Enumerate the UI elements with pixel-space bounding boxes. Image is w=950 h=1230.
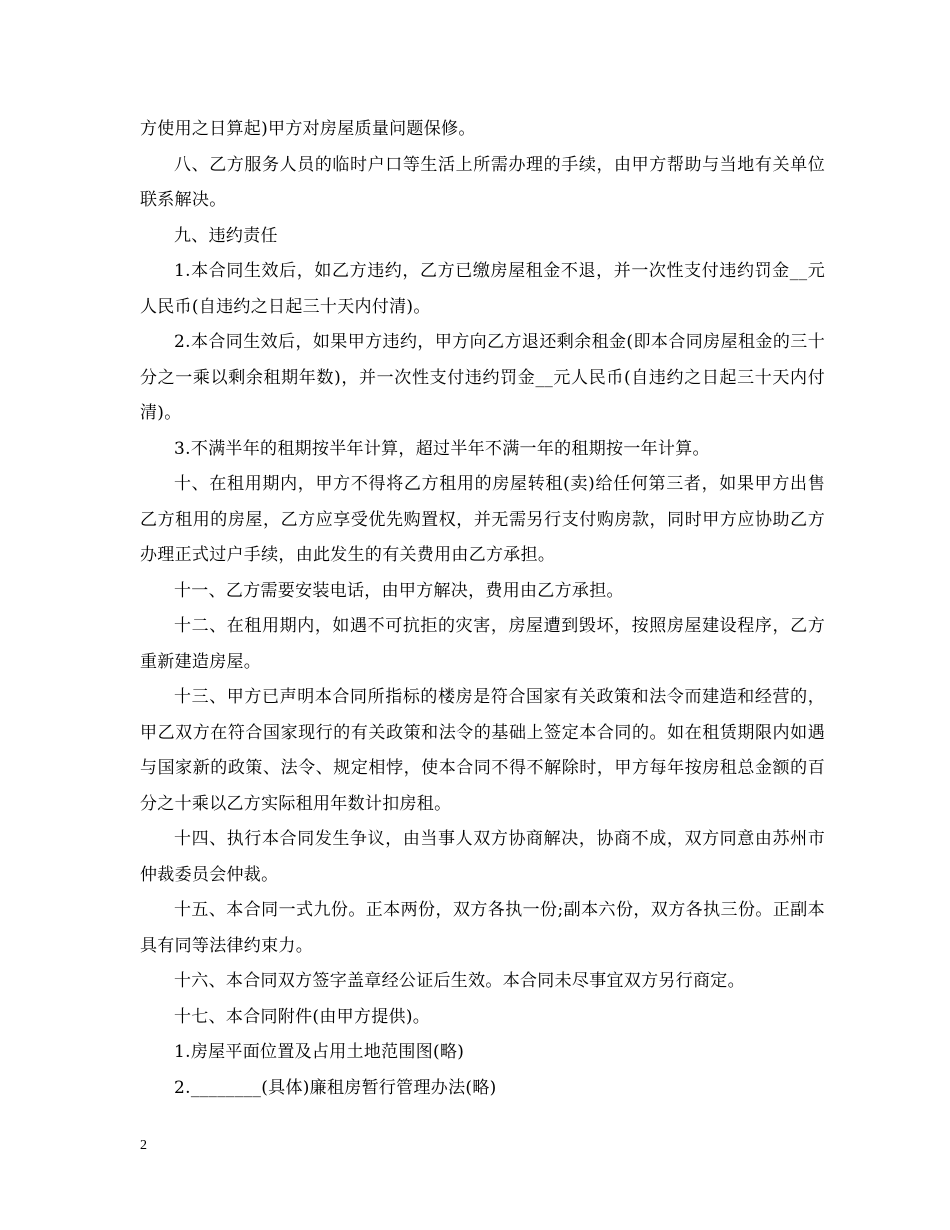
paragraph-clause-12: 十二、在租用期内，如遇不可抗拒的灾害，房屋遭到毁坏，按照房屋建设程序，乙方重新建造房屋。 bbox=[140, 616, 825, 672]
paragraph-clause-11: 十一、乙方需要安装电话，由甲方解决，费用由乙方承担。 bbox=[174, 580, 624, 601]
paragraph-attachment-1: 1.房屋平面位置及占用土地范围图(略) bbox=[174, 1042, 465, 1062]
paragraph-clause-15: 十五、本合同一式九份。正本两份，双方各执一份;副本六份，双方各执三份。正副本具有同等法律约束力。 bbox=[140, 900, 825, 956]
paragraph-clause-13: 十三、甲方已声明本合同所指标的楼房是符合国家有关政策和法令而建造和经营的，甲乙双方在符合国家现行的有关政策和法令的基础上签定本合同的。如在租赁期限内如遇与国家新的政策、法令、规定相悖，使本合同不得不解除时，甲方每年按房租总金额的百分之十乘以乙方实际租用年数计扣房租。 bbox=[140, 687, 825, 814]
document-body bbox=[140, 112, 825, 1106]
page-number: 2 bbox=[140, 1138, 147, 1153]
paragraph-clause-17: 十七、本合同附件(由甲方提供)。 bbox=[174, 1006, 431, 1027]
paragraph-clause-14: 十四、执行本合同发生争议，由当事人双方协商解决，协商不成，双方同意由苏州市仲裁委员会仲裁。 bbox=[140, 829, 825, 885]
paragraph-clause-8: 八、乙方服务人员的临时户口等生活上所需办理的手续，由甲方帮助与当地有关单位联系解决。 bbox=[140, 154, 825, 210]
paragraph-clause-9-heading: 九、违约责任 bbox=[174, 225, 278, 246]
paragraph-warranty-continuation: 方使用之日算起)甲方对房屋质量问题保修。 bbox=[140, 119, 476, 139]
paragraph-clause-9-item-3: 3.不满半年的租期按半年计算，超过半年不满一年的租期按一年计算。 bbox=[174, 438, 710, 459]
paragraph-clause-10: 十、在租用期内，甲方不得将乙方租用的房屋转租(卖)给任何第三者，如果甲方出售乙方租用的房屋，乙方应享受优先购置权，并无需另行支付购房款，同时甲方应协助乙方办理正式过户手续，由此发生的有关费用由乙方承担。 bbox=[140, 474, 825, 565]
paragraph-clause-9-item-1: 1.本合同生效后，如乙方违约，乙方已缴房屋租金不退，并一次性支付违约罚金__元人民币(自违约之日起三十天内付清)。 bbox=[140, 261, 825, 317]
paragraph-clause-9-item-2: 2.本合同生效后，如果甲方违约，甲方向乙方退还剩余租金(即本合同房屋租金的三十分之一乘以剩余租期年数)，并一次性支付违约罚金__元人民币(自违约之日起三十天内付清)。 bbox=[140, 332, 825, 423]
paragraph-attachment-2: 2.________(具体)廉租房暂行管理办法(略) bbox=[174, 1077, 497, 1098]
paragraph-clause-16: 十六、本合同双方签字盖章经公证后生效。本合同未尽事宜双方另行商定。 bbox=[174, 971, 745, 991]
